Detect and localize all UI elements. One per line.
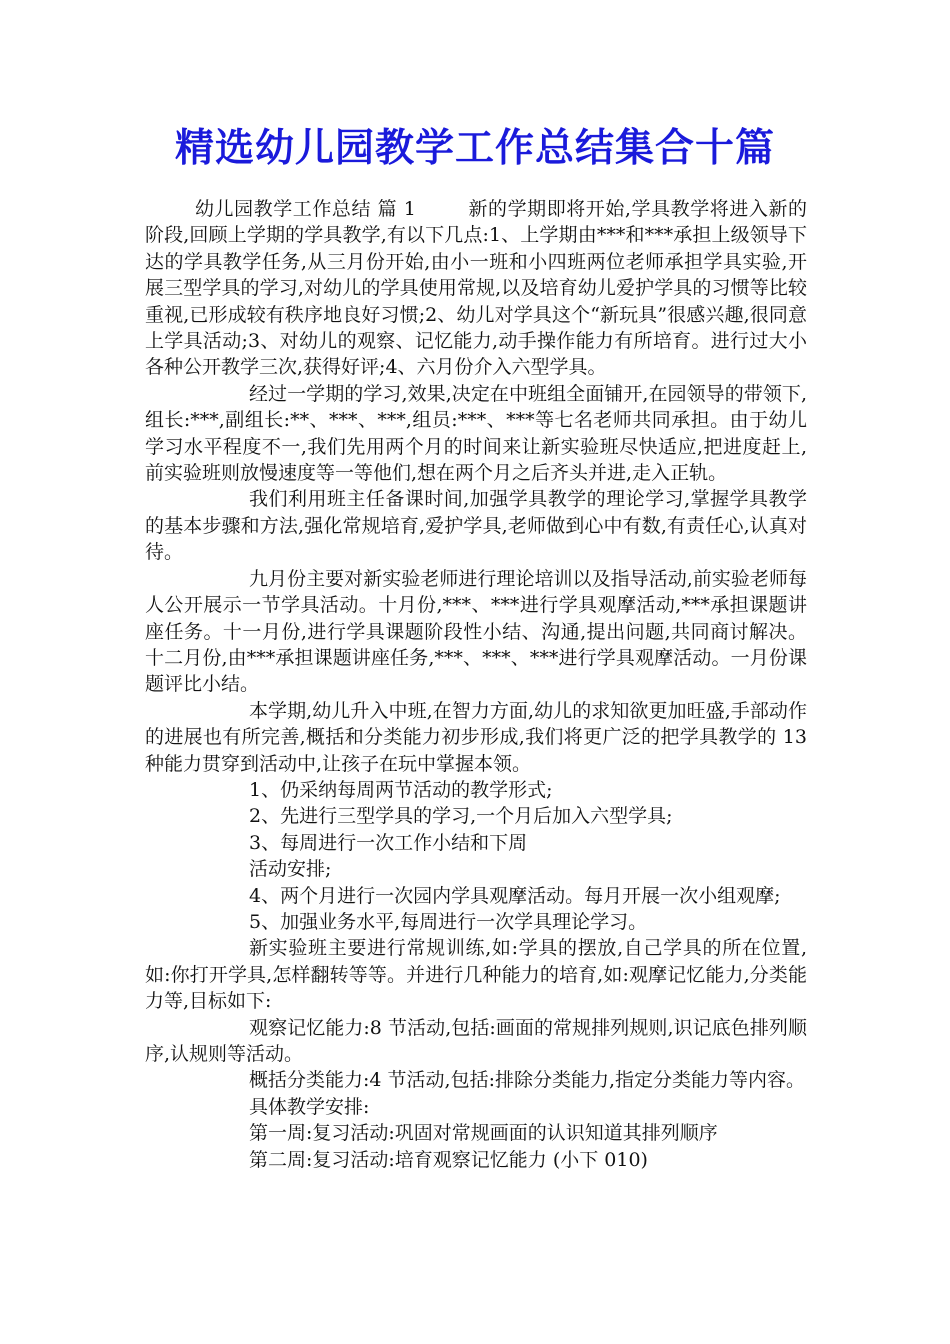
paragraph: 经过一学期的学习,效果,决定在中班组全面铺开,在园领导的带领下,组长:***,副组长:**、***、***,组员:***、***等七名老师共同承担。由于幼儿学习水平程度不一,我们先用两个月的时间来让新实验班尽快适应,把进度赶上,前实验班则放慢速度等一等他们,想在两个月之后齐头并进,走入正轨。 (145, 382, 807, 485)
paragraph: 本学期,幼儿升入中班,在智力方面,幼儿的求知欲更加旺盛,手部动作的进展也有所完善,概括和分类能力初步形成,我们将更广泛的把学具教学的 13 种能力贯穿到活动中,让孩子在玩中掌握本领。 (145, 699, 807, 775)
list-item: 1、仍采纳每周两节活动的教学形式; (249, 778, 553, 801)
paragraph: 观察记忆能力:8 节活动,包括:画面的常规排列规则,识记底色排列顺序,认规则等活动。 (145, 1016, 807, 1065)
paragraph: 新实验班主要进行常规训练,如:学具的摆放,自己学具的所在位置,如:你打开学具,怎样翻转等等。并进行几种能力的培育,如:观摩记忆能力,分类能力等,目标如下: (145, 937, 807, 1013)
paragraph: 概括分类能力:4 节活动,包括:排除分类能力,指定分类能力等内容。 (249, 1069, 806, 1092)
list-item-continued: 活动安排; (249, 858, 332, 881)
intro-paragraph (145, 196, 807, 381)
document-body (145, 196, 807, 1173)
intro-text: 新的学期即将开始,学具教学将进入新的阶段,回顾上学期的学具教学,有以下几点:1、上学期由***和***承担上级领导下达的学具教学任务,从三月份开始,由小一班和小四班两位老师承担学具实验,开展三型学具的学习,对幼儿的学具使用常规,以及培育幼儿爱护学具的习惯等比较重视,已形成较有秩序地良好习惯;2、幼儿对学具这个“新玩具”很感兴趣,很同意上学具活动;3、对幼儿的观察、记忆能力,动手操作能力有所培育。进行过大小各种公开教学三次,获得好评;4、六月份介入六型学具。 (145, 198, 807, 379)
schedule-item: 第一周:复习活动:巩固对常规画面的认识知道其排列顺序 (249, 1122, 718, 1145)
list-item: 5、加强业务水平,每周进行一次学具理论学习。 (249, 910, 648, 933)
document-title: 精选幼儿园教学工作总结集合十篇 (174, 125, 775, 171)
paragraph: 我们利用班主任备课时间,加强学具教学的理论学习,掌握学具教学的基本步骤和方法,强化常规培育,爱护学具,老师做到心中有数,有责任心,认真对待。 (145, 488, 807, 564)
schedule-item: 第二周:复习活动:培育观察记忆能力 (小下 010) (249, 1148, 648, 1171)
section-heading: 幼儿园教学工作总结 篇 1 (195, 198, 416, 220)
list-item: 4、两个月进行一次园内学具观摩活动。每月开展一次小组观摩; (249, 884, 781, 907)
list-item: 2、先进行三型学具的学习,一个月后加入六型学具; (249, 805, 673, 828)
paragraph: 九月份主要对新实验老师进行理论培训以及指导活动,前实验老师每人公开展示一节学具活动。十月份,***、***进行学具观摩活动,***承担课题讲座任务。十一月份,进行学具课题阶段性小结、沟通,提出问题,共同商讨解决。十二月份,由***承担课题讲座任务,***、***、***进行学具观摩活动。一月份课题评比小结。 (145, 567, 807, 696)
paragraph: 具体教学安排: (249, 1095, 370, 1118)
list-item: 3、每周进行一次工作小结和下周 (249, 831, 528, 854)
